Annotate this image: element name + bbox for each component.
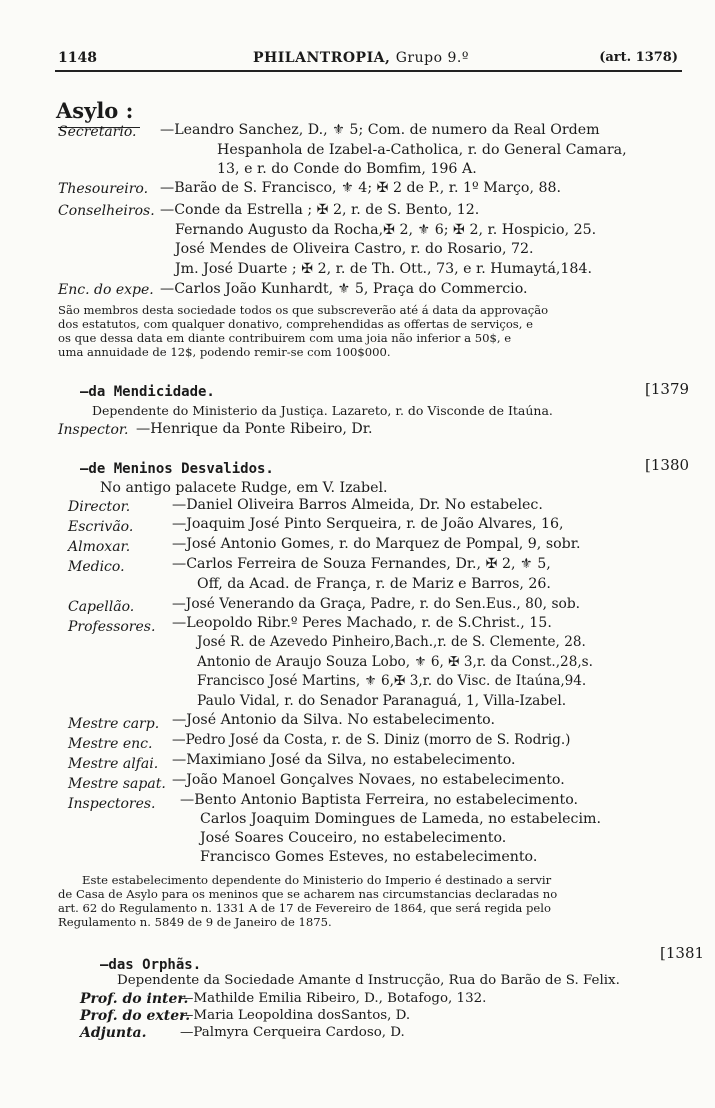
meninos-note-line-2: de Casa de Asylo para os meninos que se acharem nas circumstancias declaradas no — [58, 887, 558, 901]
prof-exter-line: —Maria Leopoldina dosSantos, D. — [180, 1008, 411, 1023]
professores-line-3: Antonio de Araujo Souza Lobo, ⚜ 6, ✠ 3,r. da Const.,28,s. — [197, 654, 593, 670]
label-escrivao: Escrivão. — [68, 519, 134, 535]
running-title — [253, 50, 469, 66]
label-mestre-alfai: Mestre alfai. — [68, 756, 159, 772]
medico-line-1: —Carlos Ferreira de Souza Fernandes, Dr., ✠ 2, ⚜ 5, — [172, 556, 551, 572]
label-inspector: Inspector. — [58, 422, 129, 438]
inspectores-line-1: —Bento Antonio Baptista Ferreira, no estabelecimento. — [180, 792, 579, 808]
inspectores-line-2: Carlos Joaquim Domingues de Lameda, no estabelecim. — [200, 811, 601, 827]
meninos-note-line-4: Regulamento n. 5849 de 9 de Janeiro de 1875. — [58, 915, 332, 929]
escrivao-line: —Joaquim José Pinto Serqueira, r. de João Alvares, 16, — [172, 516, 564, 532]
director-line: —Daniel Oliveira Barros Almeida, Dr. No estabelec. — [172, 497, 543, 513]
label-director: Director. — [68, 499, 131, 515]
label-conselheiros: Conselheiros. — [58, 203, 155, 219]
enc-expe-line: —Carlos João Kunhardt, ⚜ 5, Praça do Commercio. — [160, 281, 528, 297]
adjunta-line: —Palmyra Cerqueira Cardoso, D. — [180, 1025, 405, 1040]
section-heading-orphas: —das Orphãs. — [100, 957, 202, 973]
prof-inter-line: —Mathilde Emilia Ribeiro, D., Botafogo, 132. — [180, 991, 487, 1006]
section-heading-asylo: Asylo : — [56, 98, 134, 123]
professores-line-5: Paulo Vidal, r. do Senador Paranaguá, 1, Villa-Izabel. — [197, 693, 567, 709]
label-medico: Medico. — [68, 559, 125, 575]
inspector-line: —Henrique da Ponte Ribeiro, Dr. — [136, 421, 373, 437]
label-capellao: Capellão. — [68, 599, 135, 615]
running-title-main: PHILANTROPIA, — [253, 50, 391, 66]
asylo-note-line-1: São membros desta sociedade todos os que subscreverão até á data da approvação — [58, 303, 549, 317]
thesoureiro-line: —Barão de S. Francisco, ⚜ 4; ✠ 2 de P., r. 1º Março, 88. — [160, 180, 562, 196]
section-heading-mendicidade: —da Mendicidade. — [80, 384, 215, 400]
label-thesoureiro: Thesoureiro. — [58, 181, 149, 197]
professores-line-4: Francisco José Martins, ⚜ 6,✠ 3,r. do Visc. de Itaúna,94. — [197, 673, 587, 689]
article-range: (art. 1378) — [599, 50, 678, 65]
label-prof-exter: Prof. do exter. — [80, 1008, 191, 1024]
secretario-line-2: Hespanhola de Izabel-a-Catholica, r. do General Camara, — [217, 142, 627, 158]
label-mestre-carp: Mestre carp. — [68, 716, 160, 732]
conselheiros-line-2: Fernando Augusto da Rocha,✠ 2, ⚜ 6; ✠ 2, r. Hospicio, 25. — [175, 222, 597, 238]
professores-line-2: José R. de Azevedo Pinheiro,Bach.,r. de S. Clemente, 28. — [197, 634, 586, 650]
capellao-line: —José Venerando da Graça, Padre, r. do Sen.Eus., 80, sob. — [172, 596, 581, 612]
label-enc-expe: Enc. do expe. — [58, 282, 154, 298]
asylo-note-line-3: os que dessa data em diante contribuirem com uma joia não inferior a 50$, e — [58, 331, 512, 345]
entry-number-1381: [1381 — [660, 944, 705, 962]
label-adjunta: Adjunta. — [80, 1025, 147, 1041]
mestre-carp-line: —José Antonio da Silva. No estabelecimento. — [172, 712, 495, 728]
meninos-note-line-3: art. 62 do Regulamento n. 1331 A de 17 de Fevereiro de 1864, que será regida pelo — [58, 901, 551, 915]
secretario-line-1: —Leandro Sanchez, D., ⚜ 5; Com. de numero da Real Ordem — [160, 122, 600, 138]
mestre-enc-line: —Pedro José da Costa, r. de S. Diniz (morro de S. Rodrig.) — [172, 732, 571, 748]
section-heading-meninos: —de Meninos Desvalidos. — [80, 461, 274, 477]
almoxar-line: —José Antonio Gomes, r. do Marquez de Pompal, 9, sobr. — [172, 536, 581, 552]
label-prof-inter: Prof. do inter. — [80, 991, 189, 1007]
asylo-note-line-2: dos estatutos, com qualquer donativo, comprehendidas as offertas de serviços, e — [58, 317, 533, 331]
mestre-alfai-line: —Maximiano José da Silva, no estabelecimento. — [172, 752, 516, 768]
label-secretario: Secretario. — [58, 124, 137, 140]
entry-number-1380: [1380 — [645, 456, 690, 474]
meninos-location: No antigo palacete Rudge, em V. Izabel. — [100, 480, 388, 496]
meninos-note-line-1: Este estabelecimento dependente do Ministerio do Imperio é destinado a servir — [82, 873, 552, 887]
medico-line-2: Off, da Acad. de França, r. de Mariz e Barros, 26. — [197, 576, 551, 592]
mendicidade-dependency: Dependente do Ministerio da Justiça. Lazareto, r. do Visconde de Itaúna. — [92, 403, 553, 418]
conselheiros-line-4: Jm. José Duarte ; ✠ 2, r. de Th. Ott., 73, e r. Humaytá,184. — [175, 261, 592, 277]
asylo-note-line-4: uma annuidade de 12$, podendo remir-se com 100$000. — [58, 345, 391, 359]
label-mestre-enc: Mestre enc. — [68, 736, 153, 752]
conselheiros-line-3: José Mendes de Oliveira Castro, r. do Rosario, 72. — [175, 241, 534, 257]
header-rule — [55, 70, 682, 72]
conselheiros-line-1: —Conde da Estrella ; ✠ 2, r. de S. Bento, 12. — [160, 202, 480, 218]
mestre-sapat-line: —João Manoel Gonçalves Novaes, no estabelecimento. — [172, 772, 565, 788]
label-almoxar: Almoxar. — [68, 539, 131, 555]
professores-line-1: —Leopoldo Ribr.º Peres Machado, r. de S.Christ., 15. — [172, 615, 552, 631]
inspectores-line-4: Francisco Gomes Esteves, no estabelecimento. — [200, 849, 538, 865]
orphas-dependency: Dependente da Sociedade Amante d Instrucção, Rua do Barão de S. Felix. — [117, 973, 620, 988]
inspectores-line-3: José Soares Couceiro, no estabelecimento. — [200, 830, 507, 846]
running-title-group: Grupo 9.º — [395, 50, 469, 66]
page-header — [58, 50, 678, 70]
label-inspectores: Inspectores. — [68, 796, 156, 812]
entry-number-1379: [1379 — [645, 380, 690, 398]
label-professores: Professores. — [68, 619, 156, 635]
secretario-line-3: 13, e r. do Conde do Bomfim, 196 A. — [217, 161, 477, 177]
page-number: 1148 — [58, 50, 97, 66]
label-mestre-sapat: Mestre sapat. — [68, 776, 166, 792]
